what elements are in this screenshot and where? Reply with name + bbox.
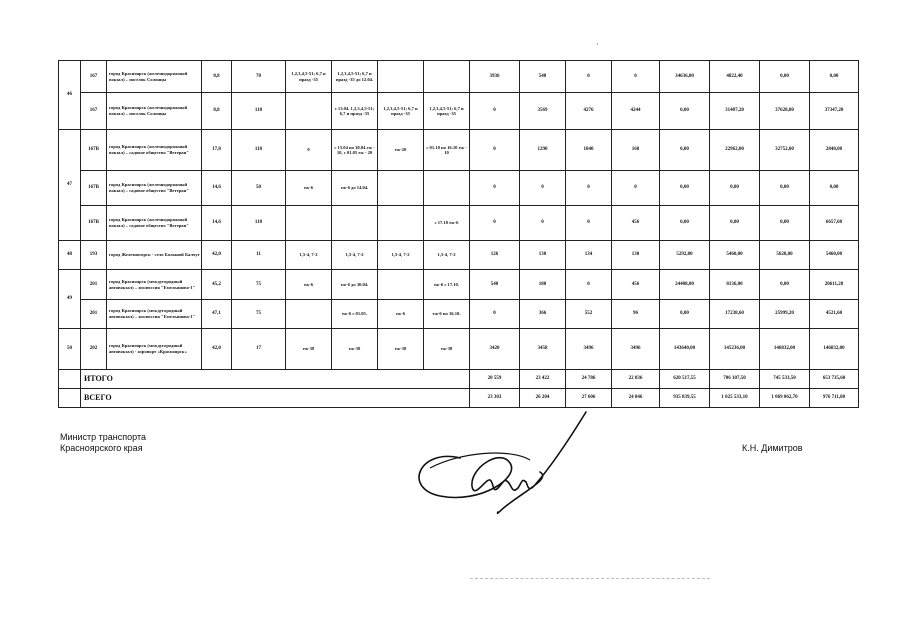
table-row: [59, 171, 859, 206]
cell-s2: еж-6 до 14.04.: [332, 171, 378, 206]
cell-m3: 25999,20: [760, 300, 810, 329]
cell-v2: 130: [520, 241, 566, 270]
cell-s3: [378, 206, 424, 241]
cell-num: 193: [81, 241, 107, 270]
cell-v4: 456: [612, 206, 660, 241]
cell-v2: 180: [520, 270, 566, 300]
cell-m4: 6657,60: [810, 206, 859, 241]
cell-s3: еж-6: [378, 300, 424, 329]
cell-m2: 0,00: [710, 206, 760, 241]
group-number-cell: 48: [59, 241, 81, 270]
cell-m3: 32752,00: [760, 130, 810, 171]
cell-route: город Красноярск (междугородный автовокзал) - аэропорт «Красноярск»: [107, 329, 202, 370]
cell-s1: 1,5-4, 7-2: [286, 241, 332, 270]
cell-v1: 3936: [470, 61, 520, 93]
cell-b: 17: [232, 329, 286, 370]
cell-s2: 1,2,3,4,5-51; 6,7 и празд -35 до 12.04.: [332, 61, 378, 93]
itogo-row: [59, 370, 859, 389]
cell-s1: [286, 93, 332, 130]
cell-m3: 146832,00: [760, 329, 810, 370]
cell-a: 45,2: [202, 270, 232, 300]
cell-v2: 366: [520, 300, 566, 329]
cell-s3: [378, 171, 424, 206]
cell-a: 14,6: [202, 206, 232, 241]
cell-m4: 2848,00: [810, 130, 859, 171]
cell-a: 8,8: [202, 61, 232, 93]
cell-s1: еж-6: [286, 171, 332, 206]
cell-v1: 0: [470, 130, 520, 171]
cell-s2: [332, 206, 378, 241]
cell-v3: 4276: [566, 93, 612, 130]
cell-s4: [424, 61, 470, 93]
position-line-1: Министр транспорта: [60, 432, 146, 442]
cell-s2: еж-6 до 30.04.: [332, 270, 378, 300]
cell-v4: 0: [612, 61, 660, 93]
corner-mark: ·: [596, 40, 599, 49]
cell-v3: 0: [566, 270, 612, 300]
cell-s1: [286, 300, 332, 329]
cell-v4: 96: [612, 300, 660, 329]
cell-route: город Красноярск (железнодорожный вокзал) – поселок Солонцы: [107, 93, 202, 130]
vsego-m1: 935 839,55: [660, 389, 710, 408]
cell-s2: 1,5-4, 7-2: [332, 241, 378, 270]
cell-route: город Красноярск (железнодорожный вокзал) – садовое общество "Ветеран": [107, 206, 202, 241]
cell-v1: 540: [470, 270, 520, 300]
cell-v3: 1840: [566, 130, 612, 171]
cell-v1: 0: [470, 206, 520, 241]
cell-m1: 5292,00: [660, 241, 710, 270]
cell-s4: с 01.10 по 16.10 еж - 10: [424, 130, 470, 171]
cell-m2: 0,00: [710, 171, 760, 206]
cell-s1: еж-38: [286, 329, 332, 370]
cell-v4: 3496: [612, 329, 660, 370]
cell-s1: 0: [286, 130, 332, 171]
cell-a: 17,8: [202, 130, 232, 171]
cell-num: 167В: [81, 206, 107, 241]
itogo-v3: 24 786: [566, 370, 612, 389]
cell-m3: 0,00: [760, 270, 810, 300]
cell-m3: 37628,80: [760, 93, 810, 130]
cell-num: 202: [81, 329, 107, 370]
cell-v1: 0: [470, 300, 520, 329]
cell-s3: еж-38: [378, 329, 424, 370]
cell-m1: 0,00: [660, 171, 710, 206]
group-number-cell: 47: [59, 130, 81, 241]
cell-s2: еж-38: [332, 329, 378, 370]
table-row: [59, 130, 859, 171]
table-row: [59, 61, 859, 93]
cell-m1: 0,00: [660, 130, 710, 171]
cell-m1: 0,00: [660, 93, 710, 130]
cell-m2: 8136,00: [710, 270, 760, 300]
table-row: [59, 241, 859, 270]
cell-m2: 145236,00: [710, 329, 760, 370]
cell-s4: 1,5-4, 7-2: [424, 241, 470, 270]
cell-v1: 0: [470, 171, 520, 206]
cell-b: 75: [232, 300, 286, 329]
vsego-v3: 27 606: [566, 389, 612, 408]
cell-s4: еж-6 по 16.10.: [424, 300, 470, 329]
itogo-v1: 20 559: [470, 370, 520, 389]
itogo-m2: 706 107,50: [710, 370, 760, 389]
cell-s4: еж-6 с 17.10.: [424, 270, 470, 300]
cell-num: 167В: [81, 171, 107, 206]
cell-b: 110: [232, 93, 286, 130]
cell-a: 42,0: [202, 241, 232, 270]
cell-v3: 134: [566, 241, 612, 270]
cell-v3: 3496: [566, 329, 612, 370]
cell-m4: 0,00: [810, 61, 859, 93]
cell-m4: 4521,60: [810, 300, 859, 329]
table-row: [59, 206, 859, 241]
table-row: [59, 300, 859, 329]
cell-v1: 3420: [470, 329, 520, 370]
cell-b: 11: [232, 241, 286, 270]
cell-s1: еж-6: [286, 270, 332, 300]
cell-route: город Железногорск - село Большой Балчуг: [107, 241, 202, 270]
cell-v4: 160: [612, 130, 660, 171]
cell-m2: 5460,00: [710, 241, 760, 270]
cell-m4: 20611,20: [810, 270, 859, 300]
cell-v4: 456: [612, 270, 660, 300]
cell-m2: 17238,60: [710, 300, 760, 329]
cell-num: 167В: [81, 130, 107, 171]
faint-footer-line: [470, 578, 710, 580]
vsego-m3: 1 069 062,70: [760, 389, 810, 408]
group-number-cell: 49: [59, 270, 81, 329]
cell-num: 201: [81, 270, 107, 300]
cell-s4: еж-38: [424, 329, 470, 370]
cell-v2: 1290: [520, 130, 566, 171]
cell-v2: 3569: [520, 93, 566, 130]
group-number-cell: 50: [59, 329, 81, 370]
vsego-m4: 976 711,80: [810, 389, 859, 408]
cell-num: 201: [81, 300, 107, 329]
cell-s2: еж-6 с 01.05.: [332, 300, 378, 329]
cell-m3: 0,00: [760, 61, 810, 93]
cell-b: 110: [232, 206, 286, 241]
vsego-m2: 1 025 533,10: [710, 389, 760, 408]
itogo-m1: 620 517,55: [660, 370, 710, 389]
cell-b: 50: [232, 171, 286, 206]
cell-m4: 0,00: [810, 171, 859, 206]
table-row: [59, 329, 859, 370]
cell-b: 70: [232, 61, 286, 93]
handwritten-signature: [400, 408, 600, 518]
empty-cell: [59, 370, 81, 389]
cell-m2: 22962,00: [710, 130, 760, 171]
cell-m2: 4822,40: [710, 61, 760, 93]
cell-m1: 143640,00: [660, 329, 710, 370]
itogo-m4: 653 735,60: [810, 370, 859, 389]
cell-v1: 0: [470, 93, 520, 130]
cell-v2: 0: [520, 171, 566, 206]
cell-route: город Красноярск (железнодорожный вокзал) – садовое общество "Ветеран": [107, 130, 202, 171]
table-row: [59, 93, 859, 130]
cell-b: 75: [232, 270, 286, 300]
cell-s1: [286, 206, 332, 241]
cell-s3: еж-20: [378, 130, 424, 171]
itogo-label: ИТОГО: [81, 370, 470, 389]
cell-v4: 4244: [612, 93, 660, 130]
signatory-position: [60, 432, 146, 454]
itogo-v4: 22 036: [612, 370, 660, 389]
cell-m1: 24408,00: [660, 270, 710, 300]
itogo-m3: 745 533,50: [760, 370, 810, 389]
group-number-cell: 46: [59, 61, 81, 130]
cell-v2: 0: [520, 206, 566, 241]
cell-v3: 0: [566, 206, 612, 241]
cell-v2: 3458: [520, 329, 566, 370]
cell-v3: 0: [566, 61, 612, 93]
cell-m1: 0,00: [660, 300, 710, 329]
cell-b: 110: [232, 130, 286, 171]
cell-s3: [378, 61, 424, 93]
cell-s3: 1,2,3,4,5-51; 6,7 и празд -35: [378, 93, 424, 130]
empty-cell: [59, 389, 81, 408]
cell-a: 47,1: [202, 300, 232, 329]
cell-s4: с 17.10 еж-6: [424, 206, 470, 241]
cell-m3: 0,00: [760, 171, 810, 206]
position-line-2: Красноярского края: [60, 443, 143, 453]
cell-route: город Красноярск (железнодорожный вокзал) – садовое общество "Ветеран": [107, 171, 202, 206]
route-table: [58, 60, 859, 408]
cell-a: 14,6: [202, 171, 232, 206]
cell-route: город Красноярск (междугородный автовокзал) – зоолюссия "Емельяново-1": [107, 300, 202, 329]
cell-s3: [378, 270, 424, 300]
cell-s1: 1,2,3,4,5-51; 6,7 и празд -35: [286, 61, 332, 93]
itogo-v2: 23 422: [520, 370, 566, 389]
cell-m3: 5628,00: [760, 241, 810, 270]
vsego-label: ВСЕГО: [81, 389, 470, 408]
cell-a: 8,8: [202, 93, 232, 130]
vsego-row: [59, 389, 859, 408]
cell-s4: 1,2,3,4,5-51; 6,7 и празд -35: [424, 93, 470, 130]
table-row: [59, 270, 859, 300]
cell-m3: 0,00: [760, 206, 810, 241]
cell-a: 42,0: [202, 329, 232, 370]
cell-v3: 552: [566, 300, 612, 329]
signatory-name: К.Н. Димитров: [742, 443, 803, 453]
cell-s3: 1,5-4, 7-2: [378, 241, 424, 270]
cell-v3: 0: [566, 171, 612, 206]
cell-num: 167: [81, 93, 107, 130]
cell-m2: 31407,20: [710, 93, 760, 130]
cell-v1: 126: [470, 241, 520, 270]
cell-m1: 0,00: [660, 206, 710, 241]
cell-num: 167: [81, 61, 107, 93]
cell-s4: [424, 171, 470, 206]
cell-v4: 0: [612, 171, 660, 206]
cell-m4: 146832,00: [810, 329, 859, 370]
cell-m4: 37347,20: [810, 93, 859, 130]
cell-route: город Красноярск (железнодорожный вокзал) – поселок Солонцы: [107, 61, 202, 93]
cell-v4: 130: [612, 241, 660, 270]
cell-route: город Красноярск (междугородный автовокзал) – зоолюссия "Емельяново-1": [107, 270, 202, 300]
cell-v2: 548: [520, 61, 566, 93]
cell-s2: с 13.04. 1,2,3,4,5-51; 6,7 и празд -35: [332, 93, 378, 130]
vsego-v2: 26 204: [520, 389, 566, 408]
cell-m4: 5460,00: [810, 241, 859, 270]
cell-m1: 34636,80: [660, 61, 710, 93]
vsego-v1: 23 303: [470, 389, 520, 408]
cell-s2: с 15.04 по 30.04 еж - 10, с 01.05 еж - 20: [332, 130, 378, 171]
vsego-v4: 24 846: [612, 389, 660, 408]
